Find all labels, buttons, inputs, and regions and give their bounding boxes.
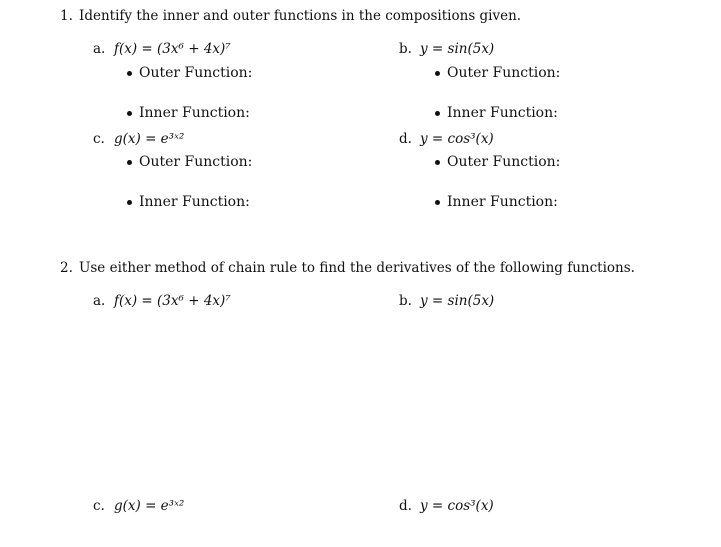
q2b-expression: y = sin(5x) bbox=[420, 293, 495, 309]
q1c-outer-bullet bbox=[127, 160, 132, 165]
q2-prompt: Use either method of chain rule to find the derivatives of the following functions. bbox=[79, 260, 635, 276]
q1d-expression: y = cos³(x) bbox=[420, 131, 494, 147]
q1d-inner-bullet bbox=[435, 200, 440, 205]
q1b-expression: y = sin(5x) bbox=[420, 41, 495, 57]
q2a-expression: f(x) = (3x⁶ + 4x)⁷ bbox=[114, 293, 231, 309]
q2d-expression: y = cos³(x) bbox=[420, 498, 494, 514]
q1a-outer-bullet bbox=[127, 71, 132, 76]
q1b-inner-bullet bbox=[435, 111, 440, 116]
q1c-inner-label: Inner Function: bbox=[139, 194, 250, 210]
q1c-outer-label: Outer Function: bbox=[139, 154, 253, 170]
q1-number: 1. bbox=[60, 8, 73, 24]
q1a-label: a. bbox=[93, 41, 106, 57]
q1a-outer-label: Outer Function: bbox=[139, 65, 253, 81]
q1c-inner-bullet bbox=[127, 200, 132, 205]
q2-number: 2. bbox=[60, 260, 73, 276]
q2c-label: c. bbox=[93, 498, 105, 514]
q1-prompt: Identify the inner and outer functions in the compositions given. bbox=[79, 8, 522, 24]
q1a-expression: f(x) = (3x⁶ + 4x)⁷ bbox=[114, 41, 231, 57]
q1a-inner-bullet bbox=[127, 111, 132, 116]
q1c-expression: g(x) = e³ˣ² bbox=[114, 131, 185, 147]
q2c-expression: g(x) = e³ˣ² bbox=[114, 498, 185, 514]
q1b-label: b. bbox=[399, 41, 412, 57]
q2d-label: d. bbox=[399, 498, 412, 514]
q2a-label: a. bbox=[93, 293, 106, 309]
q1a-inner-label: Inner Function: bbox=[139, 105, 250, 121]
q2b-label: b. bbox=[399, 293, 412, 309]
q1d-inner-label: Inner Function: bbox=[447, 194, 558, 210]
q1b-outer-label: Outer Function: bbox=[447, 65, 561, 81]
q1c-label: c. bbox=[93, 131, 105, 147]
q1d-outer-label: Outer Function: bbox=[447, 154, 561, 170]
q1d-outer-bullet bbox=[435, 160, 440, 165]
q1d-label: d. bbox=[399, 131, 412, 147]
q1b-inner-label: Inner Function: bbox=[447, 105, 558, 121]
q1b-outer-bullet bbox=[435, 71, 440, 76]
